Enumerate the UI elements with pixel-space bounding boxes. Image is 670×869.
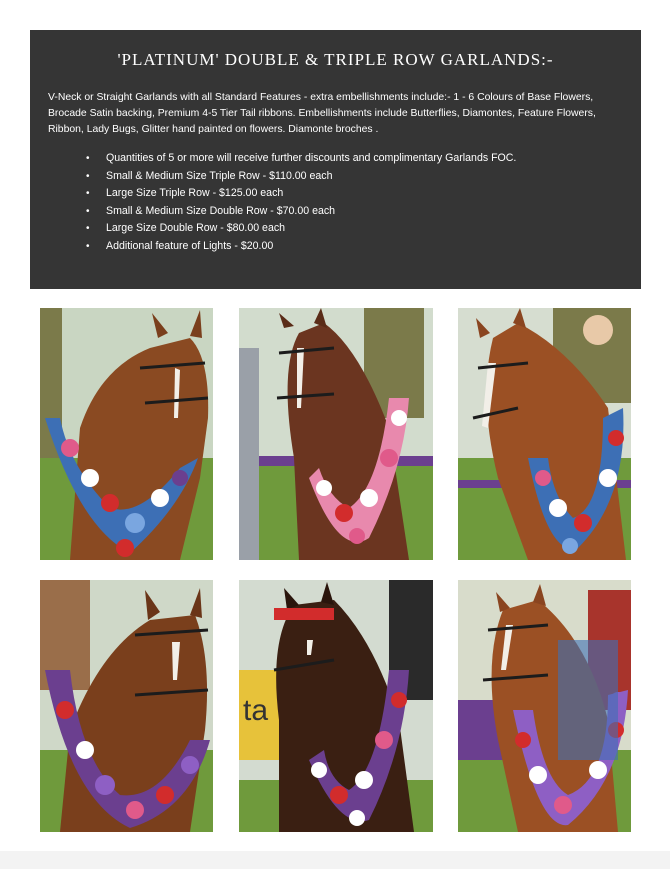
price-list-item: • Small & Medium Size Triple Row - $110.00 each [86,168,623,186]
signage-text: ta [243,694,269,727]
price-list-item: • Quantities of 5 or more will receive further discounts and complimentary Garlands FOC. [86,150,623,168]
horse-photo-5 [239,580,433,832]
horse-photo-3 [458,308,631,560]
price-list-item: • Small & Medium Size Double Row - $70.00 each [86,203,623,221]
banner-description: V-Neck or Straight Garlands with all Standard Features - extra embellishments include:- 1 - 6 Colours of Base Flowers, Brocade Satin backing, Premium 4-5 Tier Tail ribbons. Embellishments include Butterflies, Diamontes, Feature Flowers, Ribbon, Lady Bugs, Glitter hand painted on flowers. Diamonte broches . [48,92,596,135]
banner-title: 'PLATINUM' DOUBLE & TRIPLE ROW GARLANDS:- [117,50,554,69]
price-list [48,150,623,255]
price-list-item: • Additional feature of Lights - $20.00 [86,238,623,256]
price-banner [30,30,641,289]
horse-photo-6 [458,580,631,832]
price-list-item: • Large Size Triple Row - $125.00 each [86,185,623,203]
horse-photo-2 [239,308,433,560]
horse-photo-4 [40,580,213,832]
horse-photo-1 [40,308,213,560]
price-list-item: • Large Size Double Row - $80.00 each [86,220,623,238]
page-footer-bar [0,851,670,869]
